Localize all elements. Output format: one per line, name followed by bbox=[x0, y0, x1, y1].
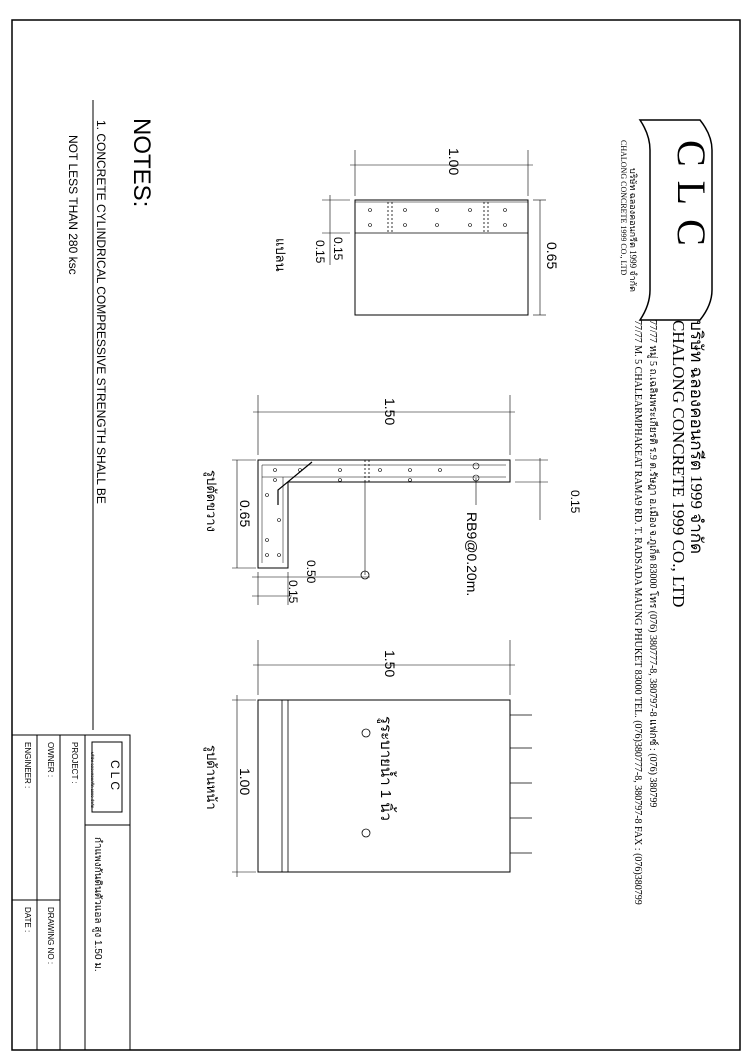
company-name-th: บริษัท ฉลองคอนกรีต 1999 จำกัด bbox=[687, 320, 706, 555]
company-address-en: 77/77 M. 5 CHALEARMPHAKEAT RAMA9 RD. T. RADSADA MAUNG PHUKET 83000 TEL. (076)380777-8, 380797-8 FAX : (076)380799 bbox=[632, 320, 643, 905]
company-address-th: 77/77 หมู่ 5 ถ.เฉลิมพระเกียรติ ร.9 ต.รัษฎา อ.เมือง จ.ภูเก็ต 83000 โทร (076) 380777-8, 380797-8 แฟกซ์ : (076) 380799 bbox=[647, 320, 658, 808]
section-view bbox=[232, 395, 548, 605]
section-base-wall-label: 0.15 bbox=[286, 580, 300, 604]
plan-width-label: 1.00 bbox=[446, 148, 462, 176]
section-caption: รูปตัดขวาง bbox=[204, 470, 219, 532]
section-depth-label: 0.65 bbox=[237, 500, 253, 528]
notes-line2: NOT LESS THAN 280 ksc bbox=[66, 135, 80, 275]
plan-slab-label: 0.15 bbox=[331, 237, 345, 261]
plan-slab-label-2: 0.15 bbox=[313, 240, 327, 264]
title-date-label: DATE : bbox=[23, 907, 32, 933]
front-hole-label: รูระบายน้ำ 1 นิ้ว bbox=[377, 716, 394, 821]
title-engineer-label: ENGINEER : bbox=[23, 742, 32, 789]
notes-heading: NOTES: bbox=[128, 118, 155, 208]
drain-hole bbox=[362, 829, 370, 837]
notes-line1: 1. CONCRETE CYLINDRICAL COMPRESSIVE STRENGTH SHALL BE bbox=[94, 120, 108, 504]
front-caption: รูปด้านหน้า bbox=[204, 745, 219, 810]
logo-name-en: CHALONG CONCRETE 1999 CO., LTD bbox=[619, 140, 628, 276]
logo-letters: CLC bbox=[669, 140, 714, 260]
plan-view bbox=[322, 150, 546, 315]
section-wall-label: 0.15 bbox=[568, 490, 582, 514]
company-name-en: CHALONG CONCRETE 1999 CO., LTD bbox=[669, 320, 688, 608]
front-width-label: 1.00 bbox=[237, 768, 253, 796]
title-logo-caption: บริษัท ฉลองคอนกรีต 1999 จำกัด bbox=[90, 752, 95, 809]
logo-name-th: บริษัท ฉลองคอนกรีต 1999 จำกัด bbox=[628, 168, 638, 292]
title-owner-label: OWNER : bbox=[46, 742, 55, 778]
section-base-label: 0.50 bbox=[304, 560, 318, 584]
section-height-label: 1.50 bbox=[382, 398, 398, 426]
plan-caption: แปลน bbox=[273, 238, 288, 272]
plan-outline bbox=[355, 200, 528, 315]
section-rebar-label: RB9@0.20m. bbox=[464, 512, 480, 597]
plan-depth-label: 0.65 bbox=[544, 242, 560, 270]
title-project-label: PROJECT : bbox=[70, 742, 79, 784]
title-drawing-no-label: DRAWING NO : bbox=[46, 907, 55, 965]
drain-hole bbox=[362, 729, 370, 737]
title-drawing-name: กำแพงกันดินตัวแอล สูง 1.50 ม. bbox=[92, 837, 103, 972]
title-logo-letters: CLC bbox=[108, 760, 122, 794]
front-height-label: 1.50 bbox=[382, 650, 398, 678]
